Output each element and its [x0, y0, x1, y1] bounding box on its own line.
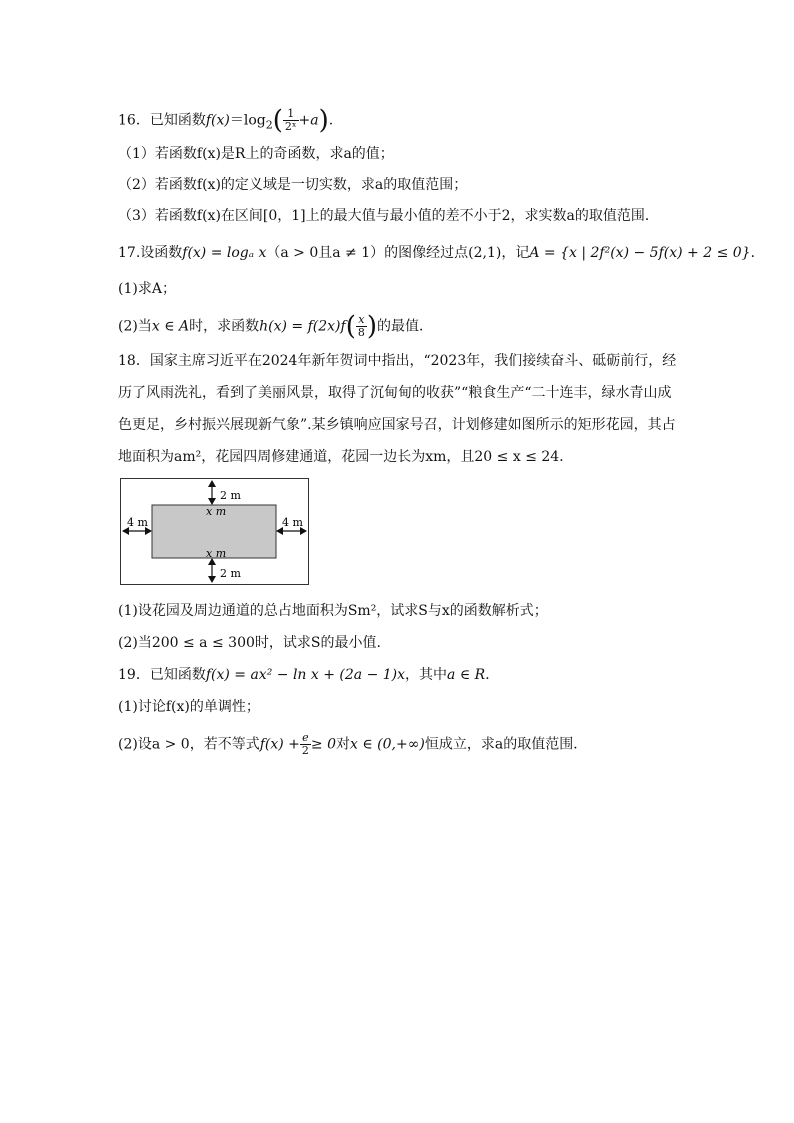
q19-sub2	[118, 732, 587, 757]
label-bottom-x: x m	[206, 547, 227, 560]
q19-stem-text: 19．已知函数	[118, 667, 206, 683]
q17-sub2	[118, 311, 433, 342]
q16-fx: f(x)	[205, 112, 230, 129]
q16-stem-text: 16．已知函数	[118, 112, 206, 129]
q19-end: ．	[485, 667, 500, 683]
q18-sub2: (2)当200 ≤ a ≤ 300时，试求S的最小值.	[118, 635, 381, 651]
q17-fraction	[356, 314, 367, 339]
label-bottom-2m: 2 m	[220, 567, 241, 580]
q17-sub2-b: 时，求函数	[189, 318, 260, 335]
q17-sub2-fn: h(x) = f(2x)f	[259, 318, 346, 335]
garden-diagram	[120, 478, 310, 586]
label-top-2m: 2 m	[220, 489, 241, 502]
q16-sub3: （3）若函数f(x)在区间[0，1]上的最大值与最小值的差不小于2，求实数a的取值范围．	[118, 208, 659, 224]
q17-fx-def: f(x) = logₐ x	[182, 245, 267, 261]
q16-left-paren: (	[272, 105, 283, 136]
q19-sub2-b: 对	[336, 736, 350, 753]
q16-eq: ＝log	[229, 112, 266, 129]
q19-mid: ，其中	[405, 667, 448, 683]
q17-set: A = {x | 2f²(x) − 5f(x) + 2 ≤ 0}	[529, 245, 751, 261]
q17-sub1: (1)求A；	[118, 281, 176, 297]
q17-sub2-c: 的最值．	[377, 318, 433, 335]
q19-sub2-dom: x ∈ (0,+∞)	[350, 736, 425, 753]
label-top-x: x m	[206, 505, 227, 518]
q17-frac-num: x	[356, 314, 367, 327]
q19-frac-num: e	[300, 732, 311, 745]
q19-cond: a ∈ R	[447, 667, 486, 683]
label-left-4m: 4 m	[127, 516, 148, 529]
q16-log-base: 2	[265, 118, 273, 132]
q18-paragraph: 18．国家主席习近平在2024年新年贺词中指出，“2023年，我们接续奋斗、砥砺前行，经历了风雨洗礼，看到了美丽风景，取得了沉甸甸的收获”“粮食生产“二十连丰，绿水青山成色更足，乡村振兴展现新气象”.某乡镇响应国家号召，计划修建如图所示的矩形花园，其占地面积为am²，花园四周修建通道，花园一边长为xm，且20 ≤ x ≤ 24．	[118, 353, 677, 465]
q19-stem	[118, 665, 499, 685]
q19-fn: f(x) = ax² − ln x + (2a − 1)x	[205, 667, 406, 683]
q16-right-paren: )	[318, 105, 329, 136]
q19-fraction	[300, 732, 311, 757]
q17-sub2-a: (2)当	[118, 318, 152, 335]
q17-stem-text: 17.设函数	[118, 245, 183, 261]
q17-sub2-cond: x ∈ A	[151, 318, 190, 335]
q17-right-paren: )	[366, 311, 377, 342]
q17-stem	[118, 243, 765, 263]
q16-frac-num: 1	[283, 108, 299, 121]
q16-sub2: （2）若函数f(x)的定义域是一切实数，求a的取值范围；	[118, 177, 468, 193]
q19-sub2-ineq: f(x) +	[259, 736, 300, 753]
q16-frac-den: 2ˣ	[284, 120, 297, 133]
q16-plus-a: +a	[298, 112, 319, 129]
q19-sub2-a: (2)设a > 0，若不等式	[118, 736, 260, 753]
q17-end: ．	[750, 245, 765, 261]
label-right-4m: 4 m	[282, 516, 303, 529]
q19-sub2-c: 恒成立，求a的取值范围．	[424, 736, 588, 753]
q19-sub2-ineq2: ≥ 0	[310, 736, 336, 753]
q17-cond: （a > 0且a ≠ 1）的图像经过点	[266, 245, 469, 261]
q17-frac-den: 8	[357, 326, 365, 339]
q19-sub1: (1)讨论f(x)的单调性；	[118, 699, 260, 715]
q17-left-paren: (	[345, 311, 356, 342]
q16-sub1: （1）若函数f(x)是R上的奇函数，求a的值；	[118, 146, 394, 162]
q18-sub1: (1)设花园及周边通道的总占地面积为Sm²，试求S与x的函数解析式；	[118, 603, 548, 619]
q16-end: .	[328, 112, 334, 129]
q17-point: (2,1)	[468, 245, 502, 261]
q19-frac-den: 2	[301, 744, 309, 757]
q16-fraction	[283, 108, 299, 133]
q17-set-intro: ，记	[501, 245, 530, 261]
q16-stem	[118, 105, 334, 136]
